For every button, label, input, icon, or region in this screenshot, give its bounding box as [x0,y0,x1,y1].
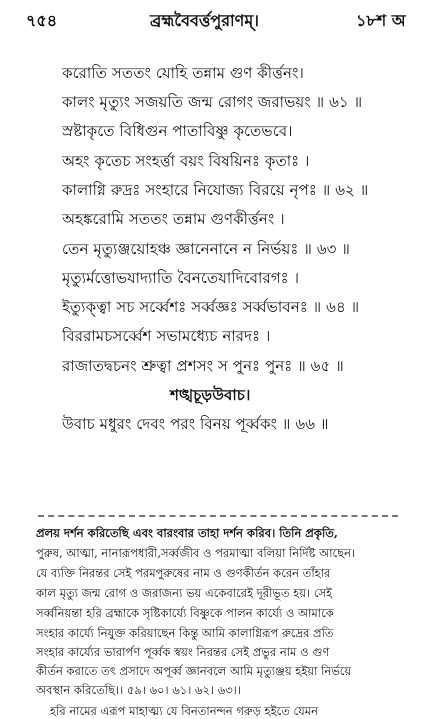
verse-line: স্রষ্টাকৃতে বিধিগুন পাতাবিষ্ণু কৃতেভবে। [62,122,293,140]
verse-line: ইত্যুক্ত্বা সচ সৰ্ব্বেশঃ সৰ্ব্বজ্ঞঃ সৰ্ব্বভাবনঃ ॥ ৬৪ ॥ [62,298,360,316]
section-divider [38,515,398,517]
page-number: ৭৫৪ [26,11,58,30]
commentary-line: যে ব্যক্তি নিরন্তর সেই পরমপুরুষের নাম ও গুণকীর্তন করেন তাঁহার [36,566,331,580]
commentary-line: সংহার কার্য্যে নিযুক্ত করিয়াছেন কিন্তু আমি কালাগ্নিরূপ রুদ্রের প্রতি [36,626,334,640]
commentary-line: অবস্থান করিতেছি।। ৫৯। ৬০। ৬১। ৬২। ৬৩।। [36,683,241,697]
verse-line: করোতি সততং যোহি তন্নাম গুণ কীৰ্ত্তনং। [62,64,304,82]
commentary-line: কাল মৃত্যু জন্ম রোগ ও জরাজন্য ভয় একেবারেই দূরীভূত হয়। সেই [36,586,333,600]
verse-line: কালং মৃত্যুং সজয়তি জন্ম রোগং জরাভয়ং ॥ ৬১ ॥ [62,93,363,111]
commentary-line: পুরুষ, আত্মা, নানারূপধারী,সর্ব্বজীব ও পরমাত্মা বলিয়া নির্দিষ্ট আছেন। [36,546,356,560]
commentary-line: সর্ব্বনিয়ন্তা হরি ব্রহ্মাকে সৃষ্টিকার্য্যে বিষ্ণুকে পালন কার্য্যে ও আমাকে [36,606,334,620]
verse-line: রাজাতদ্বচনং শ্রুত্বা প্রশসং স পুনঃ পুনঃ ॥ ৬৫ ॥ [62,357,344,375]
verse-line: কালাগ্নি রুদ্রঃ সংহারে নিযোজ্য বিরয়ে নৃপঃ ॥ ৬২ ॥ [62,181,369,199]
page-header [0,6,431,32]
verse-line: বিররামচসর্ব্বেশ সভামধ্যেচ নারদঃ । [62,327,271,345]
verse-line: উবাচ মধুরং দেবং পরং বিনয় পূর্ব্বকং ॥ ৬৬ ॥ [62,415,329,433]
verse-line: অহঙ্করোমি সততং তন্নাম গুণকীর্ত্তনং । [62,210,285,228]
speaker-heading: শঙ্খচূড়উবাচ। [170,386,251,404]
verse-line: মৃত্যুর্মত্তোভযাদ্যাতি বৈনতেযাদিবোরগঃ । [62,269,300,287]
chapter-label: ১৮শ অ [356,11,406,30]
commentary-line: হরি নামের এরূপ মাহাত্ম্য যে বিনতানন্দন গরুড় হইতে যেমন [50,704,319,718]
running-title: ব্রহ্মবৈবর্ত্তপুরাণম্। [150,11,259,30]
verse-line: অহং কৃতেচ সংহৰ্ত্তা বয়ং বিষয়িনঃ কৃতাঃ । [62,152,310,170]
commentary-line: সংহার কার্য্যের ভারার্পণ পূর্ব্বক স্বয়ং নিরন্তর সেই প্রভুর নাম ও গুণ [36,645,330,659]
commentary-line: কীর্তন করাতে তৎ প্রসাদে অপূর্ব্ব জ্ঞানবলে আমি মৃত্যুঞ্জয় হইয়া নির্ভয়ে [36,664,352,678]
verse-line: তেন মৃত্যুঞ্জয়োহঞ্চ জ্ঞানেনানে ন নির্ভয়ঃ ॥ ৬৩ ॥ [62,240,350,258]
commentary-line: প্রলয় দর্শন করিতেছি এবং বারংবার তাহা দর্শন করিব। তিনি প্রকৃতি, [36,526,338,540]
